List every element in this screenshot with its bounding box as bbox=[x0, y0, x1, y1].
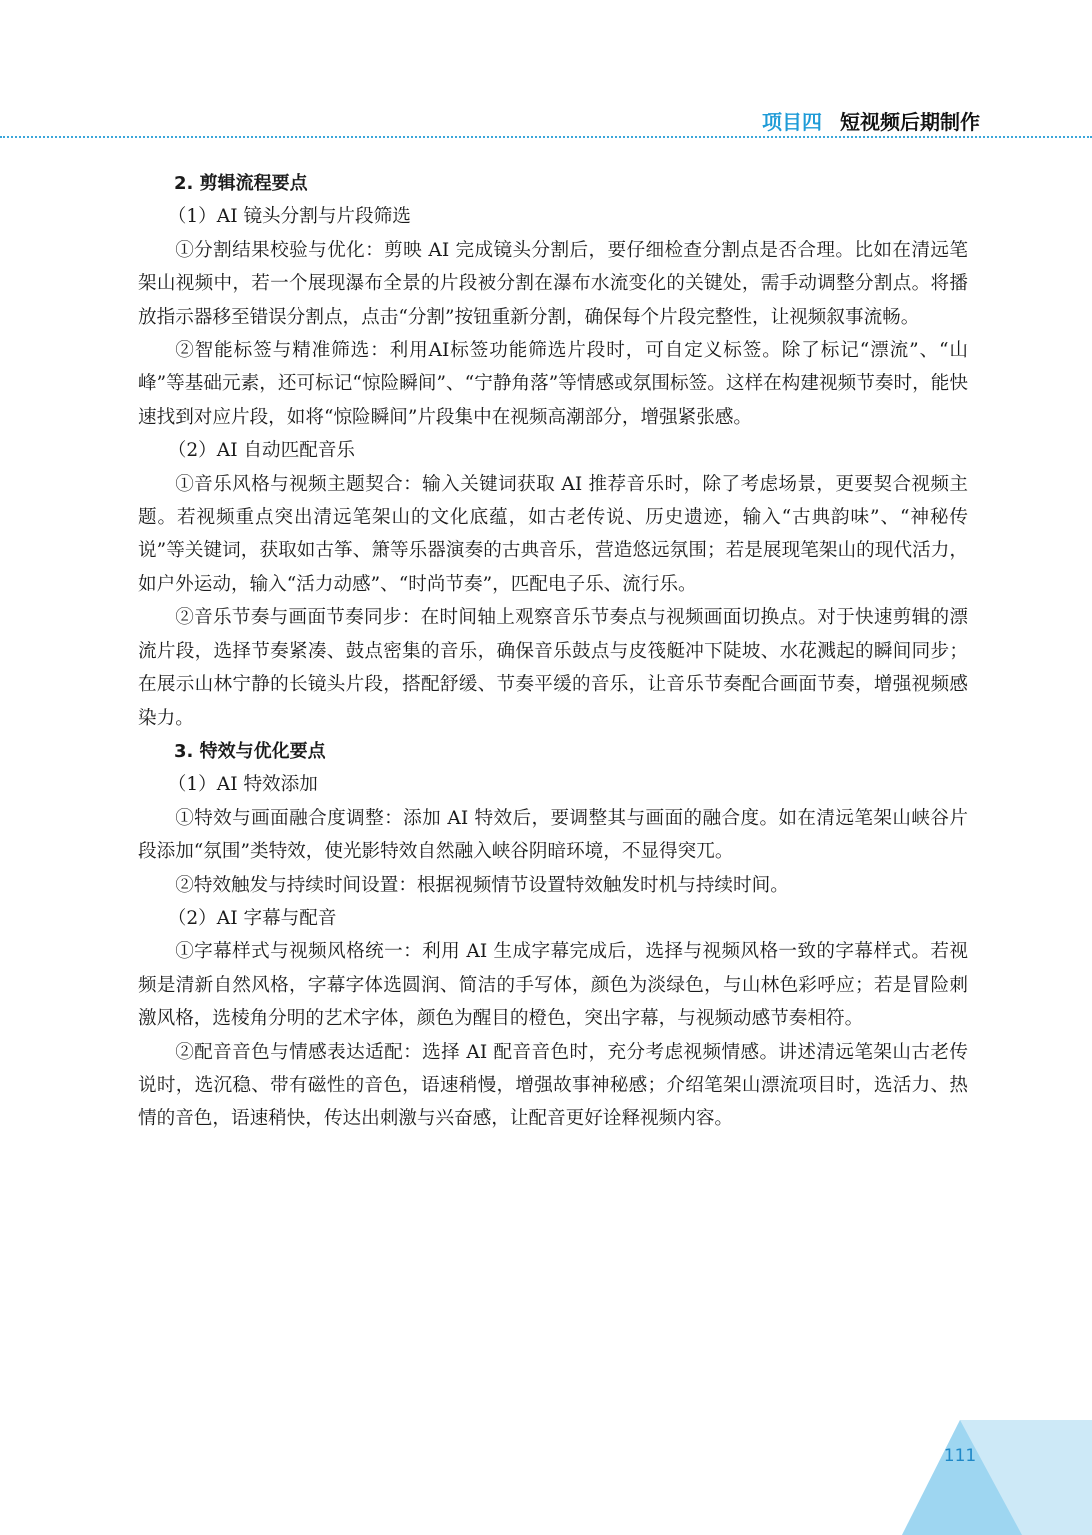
paragraph: ②智能标签与精准筛选：利用AI标签功能筛选片段时，可自定义标签。除了标记“漂流”、“山峰”等基础元素，还可标记“惊险瞬间”、“宁静角落”等情感或氛围标签。这样在构建视频节奏时，能快速找到对应片段，如将“惊险瞬间”片段集中在视频高潮部分，增强紧张感。 bbox=[138, 340, 968, 428]
paragraph: ②配音音色与情感表达适配：选择 AI 配音音色时，充分考虑视频情感。讲述清远笔架山古老传说时，选沉稳、带有磁性的音色，语速稍慢，增强故事神秘感；介绍笔架山漂流项目时，选活力、热情的音色，语速稍快，传达出刺激与兴奋感，让配音更好诠释视频内容。 bbox=[138, 1041, 968, 1130]
page-body bbox=[138, 167, 968, 1136]
subsection-heading: （2）AI 自动匹配音乐 bbox=[167, 440, 356, 462]
paragraph: ②音乐节奏与画面节奏同步：在时间轴上观察音乐节奏点与视频画面切换点。对于快速剪辑的漂流片段，选择节奏紧凑、鼓点密集的音乐，确保音乐鼓点与皮筏艇冲下陡坡、水花溅起的瞬间同步；在展示山林宁静的长镜头片段，搭配舒缓、节奏平缓的音乐，让音乐节奏配合画面节奏，增强视频感染力。 bbox=[138, 607, 968, 729]
paragraph: ①分割结果校验与优化：剪映 AI 完成镜头分割后，要仔细检查分割点是否合理。比如在清远笔架山视频中，若一个展现瀑布全景的片段被分割在瀑布水流变化的关键处，需手动调整分割点。将播放指示器移至错误分割点，点击“分割”按钮重新分割，确保每个片段完整性，让视频叙事流畅。 bbox=[138, 239, 968, 328]
paragraph: ②特效触发与持续时间设置：根据视频情节设置特效触发时机与持续时间。 bbox=[175, 874, 789, 896]
paragraph: ①音乐风格与视频主题契合：输入关键词获取 AI 推荐音乐时，除了考虑场景，更要契合视频主题。若视频重点突出清远笔架山的文化底蕴，如古老传说、历史遗迹，输入“古典韵味”、“神秘传说”等关键词，获取如古筝、箫等乐器演奏的古典音乐，营造悠远氛围；若是展现笔架山的现代活力，如户外运动，输入“活力动感”、“时尚节奏”，匹配电子乐、流行乐。 bbox=[138, 473, 968, 595]
section-heading: 2. 剪辑流程要点 bbox=[174, 173, 308, 194]
paragraph: ①字幕样式与视频风格统一：利用 AI 生成字幕完成后，选择与视频风格一致的字幕样式。若视频是清新自然风格，字幕字体选圆润、简洁的手写体，颜色为淡绿色，与山林色彩呼应；若是冒险刺激风格，选棱角分明的艺术字体，颜色为醒目的橙色，突出字幕，与视频动感节奏相符。 bbox=[138, 941, 968, 1030]
running-header bbox=[762, 106, 980, 135]
paragraph: ①特效与画面融合度调整：添加 AI 特效后，要调整其与画面的融合度。如在清远笔架山峡谷片段添加“氛围”类特效，使光影特效自然融入峡谷阴暗环境，不显得突兀。 bbox=[138, 807, 968, 863]
section-heading: 3. 特效与优化要点 bbox=[174, 740, 326, 762]
header-title: 短视频后期制作 bbox=[840, 110, 980, 134]
subsection-heading: （1）AI 镜头分割与片段筛选 bbox=[167, 206, 411, 228]
header-divider bbox=[0, 136, 1092, 138]
subsection-heading: （1）AI 特效添加 bbox=[167, 774, 318, 796]
header-project: 项目四 bbox=[762, 110, 822, 134]
subsection-heading: （2）AI 字幕与配音 bbox=[167, 907, 337, 929]
page-number: 111 bbox=[943, 1446, 977, 1466]
